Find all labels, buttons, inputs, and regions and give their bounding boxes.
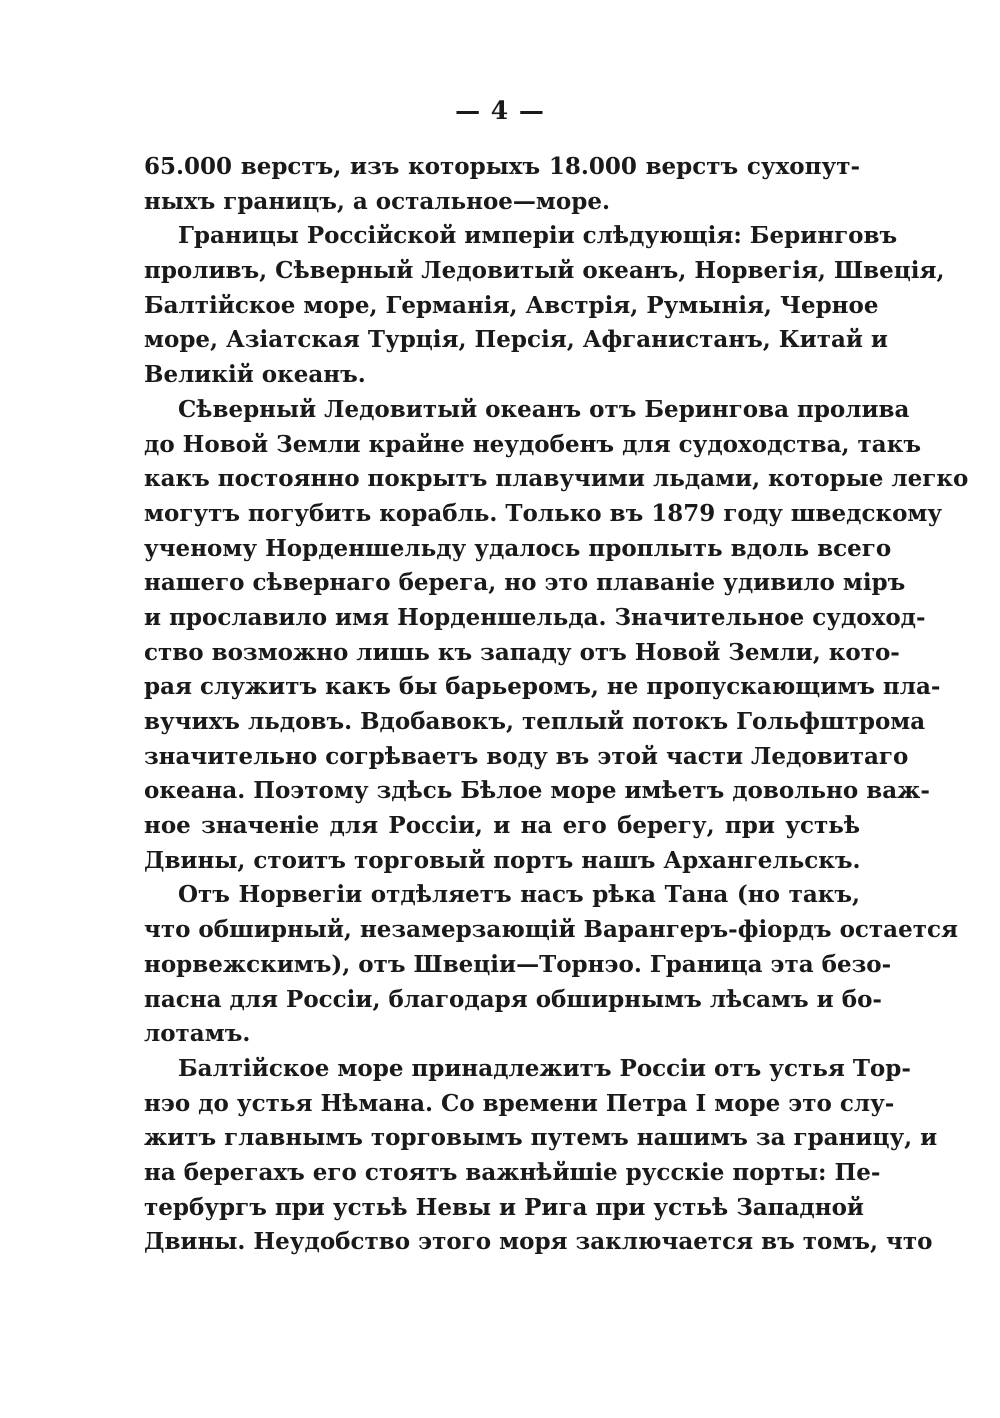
text-line: нашего сѣвернаго берега, но это плаваніе удивило міръ bbox=[144, 569, 906, 597]
text-line: могутъ погубить корабль. Только въ 1879 году шведскому bbox=[144, 499, 943, 527]
text-line: Сѣверный Ледовитый океанъ отъ Берингова пролива bbox=[178, 395, 910, 423]
paragraph-5 bbox=[144, 1052, 938, 1260]
text-line: лотамъ. bbox=[144, 1020, 251, 1048]
text-line: и прославило имя Норденшельда. Значительное судоход- bbox=[144, 603, 926, 631]
text-line: океана. Поэтому здѣсь Бѣлое море имѣетъ довольно важ- bbox=[144, 777, 930, 805]
text-line: Балтійское море принадлежитъ Россіи отъ устья Тор- bbox=[178, 1054, 911, 1082]
text-line: рая служитъ какъ бы барьеромъ, не пропускающимъ пла- bbox=[144, 673, 941, 701]
text-line: какъ постоянно покрытъ плавучими льдами, которые легко bbox=[144, 465, 969, 493]
text-line: Балтійское море, Германія, Австрія, Румынія, Черное bbox=[144, 291, 879, 319]
text-line: Границы Россійской имперіи слѣдующія: Беринговъ bbox=[178, 222, 898, 250]
paragraph-3 bbox=[144, 393, 969, 879]
body-text bbox=[144, 150, 969, 1260]
text-line: значительно согрѣваетъ воду въ этой части Ледовитаго bbox=[144, 742, 909, 770]
page-number: — 4 — bbox=[455, 96, 545, 125]
text-line: нэо до устья Нѣмана. Со времени Петра I море это слу- bbox=[144, 1089, 895, 1117]
text-line: 65.000 верстъ, изъ которыхъ 18.000 верстъ сухопут- bbox=[144, 153, 860, 180]
text-line: ученому Норденшельду удалось проплыть вдоль всего bbox=[144, 534, 892, 562]
text-line: проливъ, Сѣверный Ледовитый океанъ, Норвегія, Швеція, bbox=[144, 257, 945, 285]
text-line: ныхъ границъ, а остальное—море. bbox=[144, 187, 610, 215]
text-line: море, Азіатская Турція, Персія, Афганистанъ, Китай и bbox=[144, 326, 888, 354]
text-line: Великій океанъ. bbox=[144, 361, 366, 389]
text-line: на берегахъ его стоятъ важнѣйшіе русскіе порты: Пе- bbox=[144, 1158, 881, 1186]
text-line: что обширный, незамерзающій Варангеръ-фіордъ остается bbox=[144, 916, 958, 944]
paragraph-1 bbox=[144, 150, 860, 219]
text-line: Двины, стоитъ торговый портъ нашъ Архангельскъ. bbox=[144, 846, 861, 874]
text-line: житъ главнымъ торговымъ путемъ нашимъ за границу, и bbox=[144, 1124, 938, 1152]
text-line: ство возможно лишь къ западу отъ Новой Земли, кото- bbox=[144, 638, 900, 666]
paragraph-2 bbox=[144, 219, 945, 392]
text-line: до Новой Земли крайне неудобенъ для судоходства, такъ bbox=[144, 430, 921, 458]
text-line: тербургъ при устьѣ Невы и Рига при устьѣ Западной bbox=[144, 1193, 864, 1221]
text-line: вучихъ льдовъ. Вдобавокъ, теплый потокъ Гольфштрома bbox=[144, 708, 926, 735]
text-line: Двины. Неудобство этого моря заключается въ томъ, что bbox=[144, 1228, 933, 1256]
text-line: норвежскимъ), отъ Швеціи—Торнэо. Граница эта безо- bbox=[144, 950, 892, 978]
text-line: ное значеніе для Россіи, и на его берегу, при устьѣ bbox=[144, 812, 860, 840]
text-line: Отъ Норвегіи отдѣляетъ насъ рѣка Тана (но такъ, bbox=[178, 881, 860, 909]
paragraph-4 bbox=[144, 878, 958, 1051]
text-line: пасна для Россіи, благодаря обширнымъ лѣсамъ и бо- bbox=[144, 985, 882, 1013]
